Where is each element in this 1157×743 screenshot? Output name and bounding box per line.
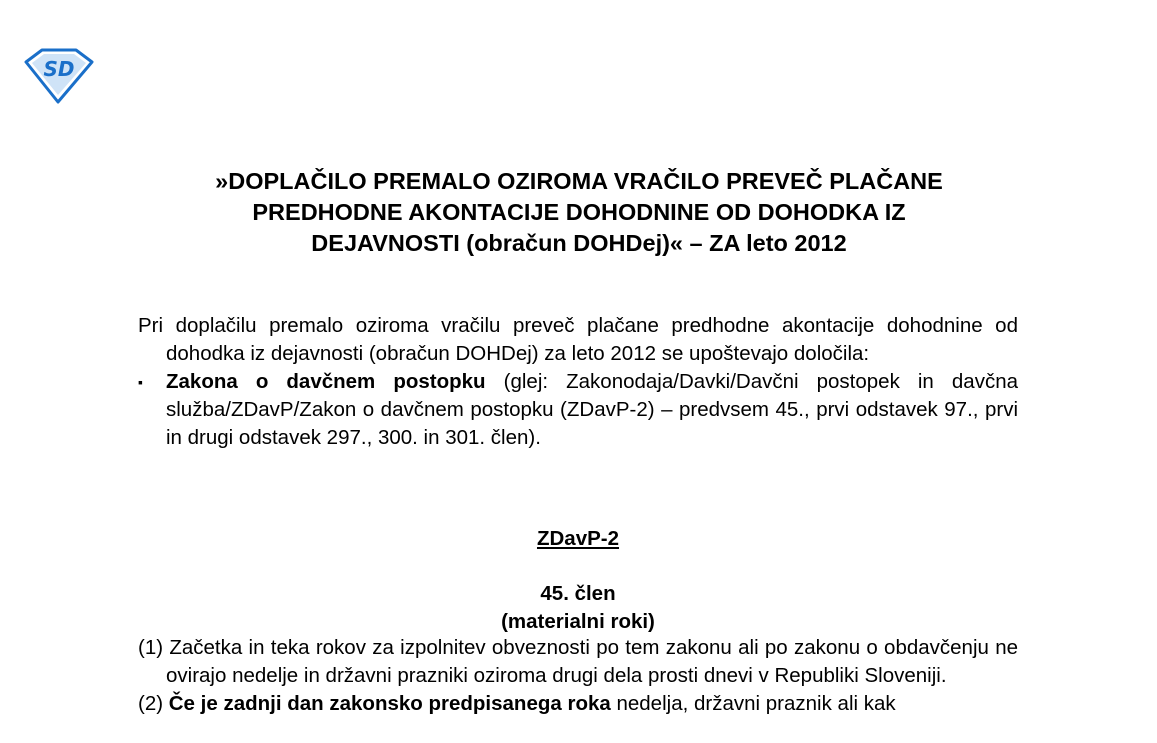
title-line-3: DEJAVNOSTI (obračun DOHDej)« – ZA leto 2012 [311,230,847,256]
title-line-1: »DOPLAČILO PREMALO OZIROMA VRAČILO PREVEČ PLAČANE [215,168,943,194]
title-line-2: PREDHODNE AKONTACIJE DOHODNINE OD DOHODKA IZ [252,199,906,225]
article-subtitle: (materialni roki) [501,610,655,633]
law-heading: ZDavP-2 [536,527,620,550]
article-paragraphs [138,634,1018,718]
paragraph-2 [138,690,1018,718]
bullet-law-name: Zakona o davčnem postopku [166,370,486,393]
paragraph-2-bold: Če je zadnji dan zakonsko predpisanega roka [168,692,611,715]
document-title [140,166,1018,259]
bullet-law-reference: (glej: Zakonodaja/Davki/Davčni postopek in davčna služba/ZDavP/Zakon o davčnem postopku (ZDavP-2) – predvsem 45., prvi odstavek 97., prvi in drugi odstavek 297., 300. in 301. člen). [166,370,1018,449]
bullet-marker: ▪ [138,374,143,390]
company-logo [22,48,96,104]
paragraph-2-text: nedelja, državni praznik ali kak [610,692,896,715]
paragraph-1-number: (1) [138,636,170,659]
paragraph-1-text: Začetka in teka rokov za izpolnitev obveznosti po tem zakonu ali po zakonu o obdavčenju ne ovirajo nedelje in državni prazniki oziroma drugi dela prosti dnevi v Republiki Sloveniji. [166,636,1019,687]
bullet-item-law [138,368,1018,452]
logo-lettering: SD [43,57,75,81]
intro-section [138,312,1018,452]
intro-paragraph: Pri doplačilu premalo oziroma vračilu preveč plačane predhodne akontacije dohodnine od dohodka iz dejavnosti (obračun DOHDej) za leto 2012 se upoštevajo določila: [138,314,1018,365]
article-number: 45. člen [540,582,616,605]
paragraph-2-number: (2) [138,692,169,715]
article-heading [138,580,1018,636]
paragraph-1 [138,634,1018,690]
